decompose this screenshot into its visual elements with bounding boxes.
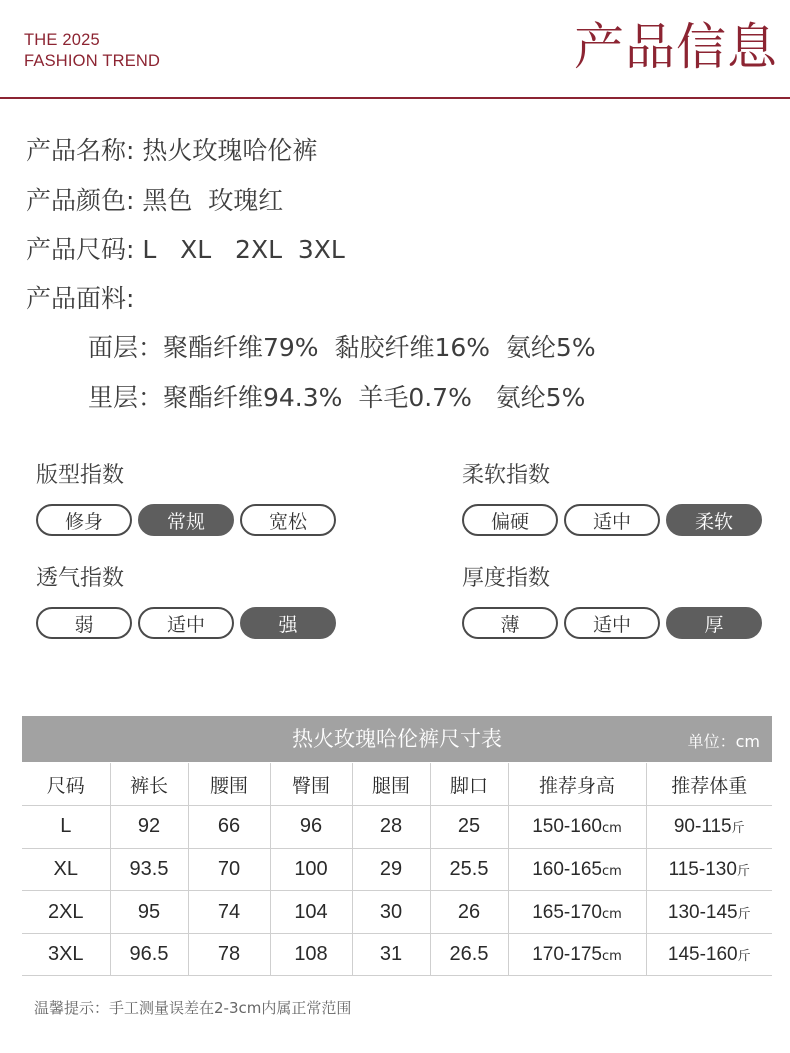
weight-value: 90-115 [673,816,732,838]
softness-option-stiff: 偏硬 [462,504,558,536]
col-header-waist: 腰围 [188,763,270,806]
page-title: 产品信息 [574,18,778,76]
thickness-index-options [462,607,762,639]
cell-hip: 96 [270,806,352,849]
breathability-index-options [36,607,336,639]
cell-height [508,848,646,891]
table-row [22,891,772,934]
col-header-hip: 臀围 [270,763,352,806]
cell-waist: 74 [188,891,270,934]
product-fabric: 产品面料: [26,284,135,313]
cell-hem: 26 [430,891,508,934]
weight-value: 145-160 [667,944,738,966]
thickness-option-thick: 厚 [666,607,762,639]
cell-hem: 25.5 [430,848,508,891]
size-table [22,763,772,976]
height-unit: cm [601,863,622,879]
breathability-option-strong: 强 [240,607,336,639]
height-unit: cm [601,949,622,965]
cell-size: 2XL [22,891,110,934]
softness-index-options [462,504,762,536]
cell-size: L [22,806,110,849]
col-header-height: 推荐身高 [508,763,646,806]
fit-option-regular: 常规 [138,504,234,536]
weight-unit: 斤 [736,863,750,879]
cell-weight [646,891,772,934]
fit-option-slim: 修身 [36,504,132,536]
size-table-title: 热火玫瑰哈伦裤尺寸表 [292,727,502,751]
cell-height [508,806,646,849]
cell-height [508,933,646,976]
cell-hem: 26.5 [430,933,508,976]
fit-index-options [36,504,336,536]
size-table-header-bar [22,716,772,762]
thickness-option-medium: 适中 [564,607,660,639]
header-tagline [24,30,160,72]
size-table-header-row [22,763,772,806]
table-row [22,848,772,891]
cell-thigh: 30 [352,891,430,934]
height-value: 170-175 [532,944,602,966]
breathability-index-title: 透气指数 [36,566,125,591]
softness-option-medium: 适中 [564,504,660,536]
height-unit: cm [601,906,622,922]
cell-weight [646,933,772,976]
breathability-option-weak: 弱 [36,607,132,639]
product-color: 产品颜色: 黑色 玫瑰红 [26,186,284,215]
cell-waist: 70 [188,848,270,891]
cell-height [508,891,646,934]
height-value: 150-160 [532,816,602,838]
tagline-line-2: FASHION TREND [24,52,161,70]
product-size: 产品尺码: L XL 2XL 3XL [26,235,345,264]
cell-length: 93.5 [110,848,188,891]
cell-hip: 100 [270,848,352,891]
product-name: 产品名称: 热火玫瑰哈伦裤 [26,136,318,165]
height-unit: cm [601,821,622,837]
height-value: 165-170 [532,901,602,923]
col-header-size: 尺码 [22,763,110,806]
measurement-tip: 温馨提示：手工测量误差在2-3cm内属正常范围 [34,999,352,1017]
cell-hip: 108 [270,933,352,976]
weight-unit: 斤 [731,821,745,837]
size-table-unit: 单位：cm [687,732,760,751]
header-divider [0,97,790,99]
cell-hip: 104 [270,891,352,934]
cell-size: 3XL [22,933,110,976]
softness-option-soft: 柔软 [666,504,762,536]
cell-size: XL [22,848,110,891]
weight-value: 130-145 [667,901,738,923]
fit-index-title: 版型指数 [36,463,125,488]
cell-waist: 66 [188,806,270,849]
cell-hem: 25 [430,806,508,849]
cell-length: 92 [110,806,188,849]
table-row [22,933,772,976]
table-row [22,806,772,849]
thickness-index-title: 厚度指数 [462,566,551,591]
weight-unit: 斤 [737,906,751,922]
cell-weight [646,806,772,849]
fabric-inner-layer: 里层：聚酯纤维94.3% 羊毛0.7% 氨纶5% [88,383,586,412]
col-header-hem: 脚口 [430,763,508,806]
weight-unit: 斤 [737,949,751,965]
height-value: 160-165 [532,858,602,880]
fabric-outer-layer: 面层：聚酯纤维79% 黏胶纤维16% 氨纶5% [88,333,596,362]
softness-index-title: 柔软指数 [462,463,551,488]
cell-thigh: 29 [352,848,430,891]
cell-thigh: 31 [352,933,430,976]
cell-thigh: 28 [352,806,430,849]
thickness-option-thin: 薄 [462,607,558,639]
weight-value: 115-130 [668,858,737,880]
fit-option-loose: 宽松 [240,504,336,536]
breathability-option-medium: 适中 [138,607,234,639]
cell-length: 95 [110,891,188,934]
cell-weight [646,848,772,891]
cell-waist: 78 [188,933,270,976]
col-header-length: 裤长 [110,763,188,806]
cell-length: 96.5 [110,933,188,976]
tagline-line-1: THE 2025 [24,31,100,49]
col-header-weight: 推荐体重 [646,763,772,806]
col-header-thigh: 腿围 [352,763,430,806]
